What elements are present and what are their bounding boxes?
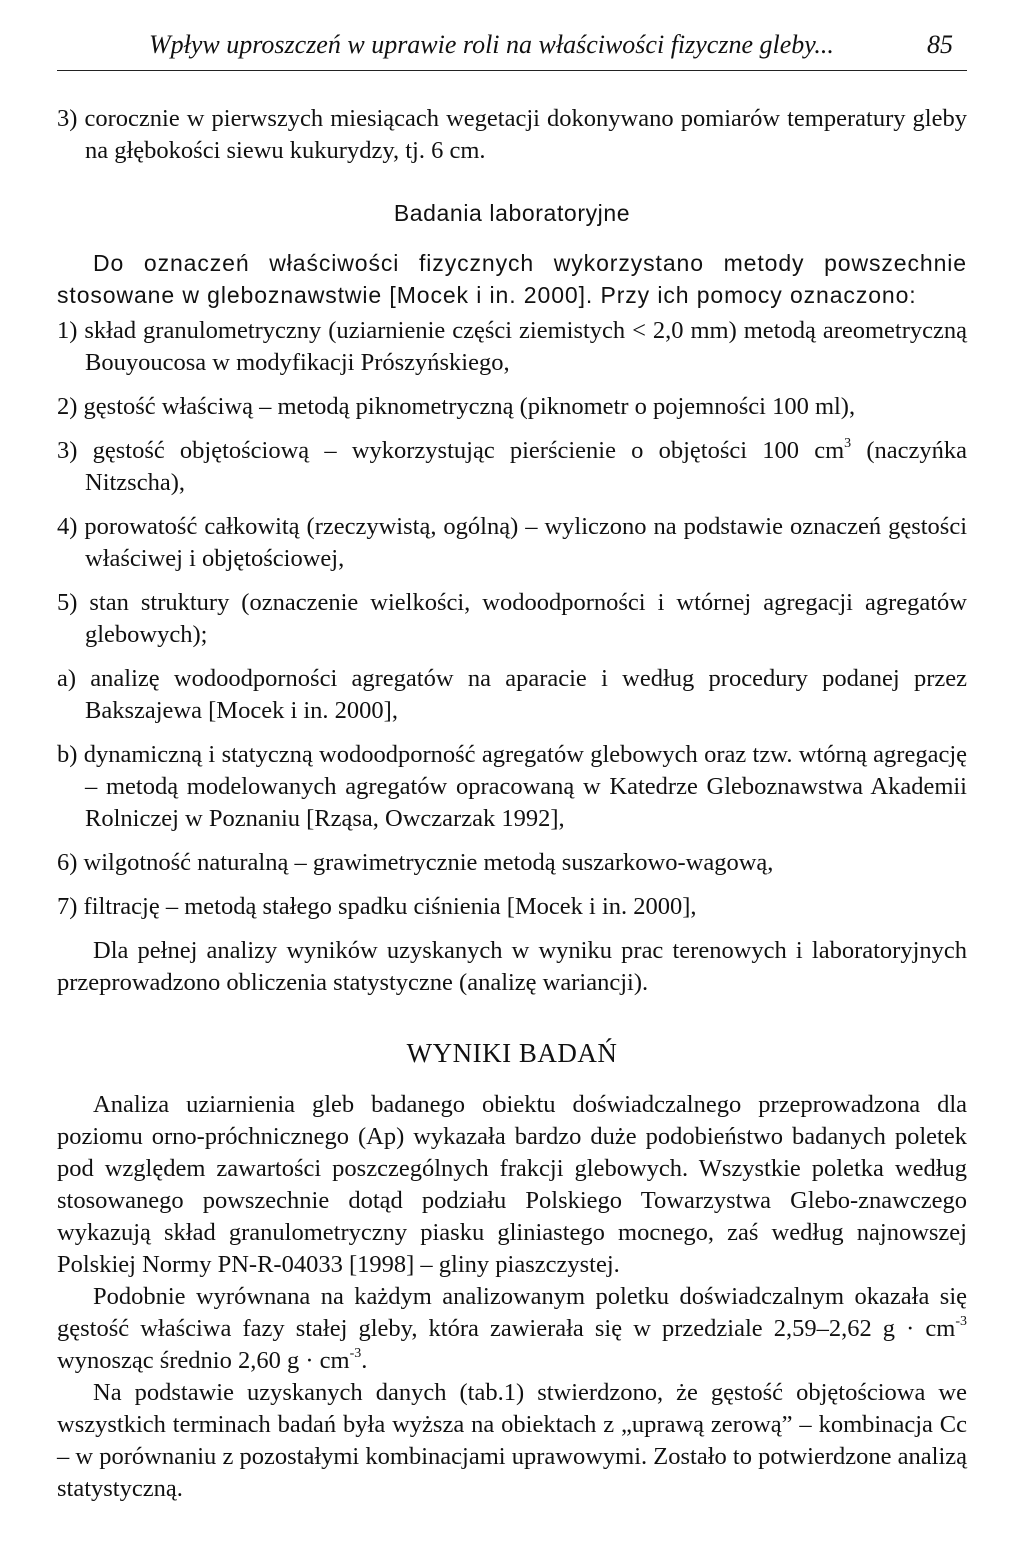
para-2-text: Podobnie wyrównana na każdym analizowanym poletku doświadczalnym okazała się gęstość właściwa fazy stałej gleby, która zawierała się w przedziale 2,59–2,62 g · cm [57, 1283, 967, 1342]
list-item-4-porosity: 4) porowatość całkowitą (rzeczywistą, ogólną) – wyliczono na podstawie oznaczeń gęstości właściwej i objętościowej, [57, 513, 967, 572]
results-paragraph-1: Analiza uziarnienia gleb badanego obiektu doświadczalnego przeprowadzona dla poziomu orno-próchnicznego (Ap) wykazała bardzo duże podobieństwo badanych poletek pod względem zawartości poszczególnych frakcji glebowych. Wszystkie poletka według stosowanego powszechnie dotąd podziału Polskiego Towarzystwa Glebo-znawczego wykazują skład granulometryczny piasku gliniastego mocnego, zaś według najnowszej Polskiej Normy PN-R-04033 [1998] – gliny piaszczystej. [57, 1091, 967, 1278]
para-2-superscript-2: -3 [349, 1346, 362, 1361]
page-number: 85 [927, 30, 953, 59]
item-3-text-end: (naczyńka Nitzscha), [85, 437, 967, 496]
item-3-superscript: 3 [844, 436, 852, 451]
page-body [57, 103, 967, 1505]
para-2-text-end: . [361, 1347, 368, 1374]
list-item-a-water-resistance: a) analizę wodoodporności agregatów na aparacie i według procedury podanej przez Bakszajewa [Mocek i in. 2000], [57, 665, 967, 724]
list-item-7-filtration: 7) filtrację – metodą stałego spadku ciśnienia [Mocek i in. 2000], [57, 893, 697, 920]
lab-intro-paragraph: Do oznaczeń właściwości fizycznych wykorzystano metody powszechnie stosowane w gleboznawstwie [Mocek i in. 2000]. Przy ich pomocy oznaczono: [57, 250, 967, 308]
para-2-superscript-1: -3 [955, 1314, 967, 1329]
list-item-6-moisture: 6) wilgotność naturalną – grawimetrycznie metodą suszarkowo-wagową, [57, 849, 774, 876]
list-item-2-specific-density: 2) gęstość właściwą – metodą piknometryczną (piknometr o pojemności 100 ml), [57, 393, 856, 420]
results-paragraph-3: Na podstawie uzyskanych danych (tab.1) stwierdzono, że gęstość objętościowa we wszystkich terminach badań była wyższa na obiektach z „uprawą zerową” – kombinacja Cc – w porównaniu z pozostałymi kombinacjami uprawowymi. Zostało to potwierdzone analizą statystyczną. [57, 1379, 967, 1502]
para-2-text-middle: wynosząc średnio 2,60 g · cm [57, 1347, 350, 1374]
running-header [57, 30, 967, 71]
list-item-5-structure: 5) stan struktury (oznaczenie wielkości, wodoodporności i wtórnej agregacji agregatów glebowych); [57, 589, 967, 648]
item-3-text: 3) gęstość objętościową – wykorzystując pierścienie o objętości 100 cm [57, 437, 845, 464]
running-title: Wpływ uproszczeń w uprawie roli na właściwości fizyczne gleby... [149, 30, 834, 59]
list-item-3-bulk-density [57, 435, 967, 499]
list-item-b-aggregation: b) dynamiczną i statyczną wodoodporność agregatów glebowych oraz tzw. wtórną agregację – metodą modelowanych agregatów opracowaną w Katedrze Gleboznawstwa Akademii Rolniczej w Poznaniu [Rząsa, Owczarzak 1992], [57, 741, 967, 832]
list-item-1-granulometry: 1) skład granulometryczny (uziarnienie części ziemistych < 2,0 mm) metodą areometryczną Bouyoucosa w modyfikacji Prószyńskiego, [57, 317, 967, 376]
section-heading-results: WYNIKI BADAŃ [406, 1038, 618, 1068]
results-paragraph-2 [57, 1281, 967, 1377]
section-heading-lab: Badania laboratoryjne [393, 200, 631, 226]
lab-closing-paragraph: Dla pełnej analizy wyników uzyskanych w wyniku prac terenowych i laboratoryjnych przeprowadzono obliczenia statystyczne (analizę wariancji). [57, 937, 967, 996]
list-item-3-temperature: 3) corocznie w pierwszych miesiącach wegetacji dokonywano pomiarów temperatury gleby na głębokości siewu kukurydzy, tj. 6 cm. [57, 105, 967, 164]
page [57, 30, 967, 1505]
